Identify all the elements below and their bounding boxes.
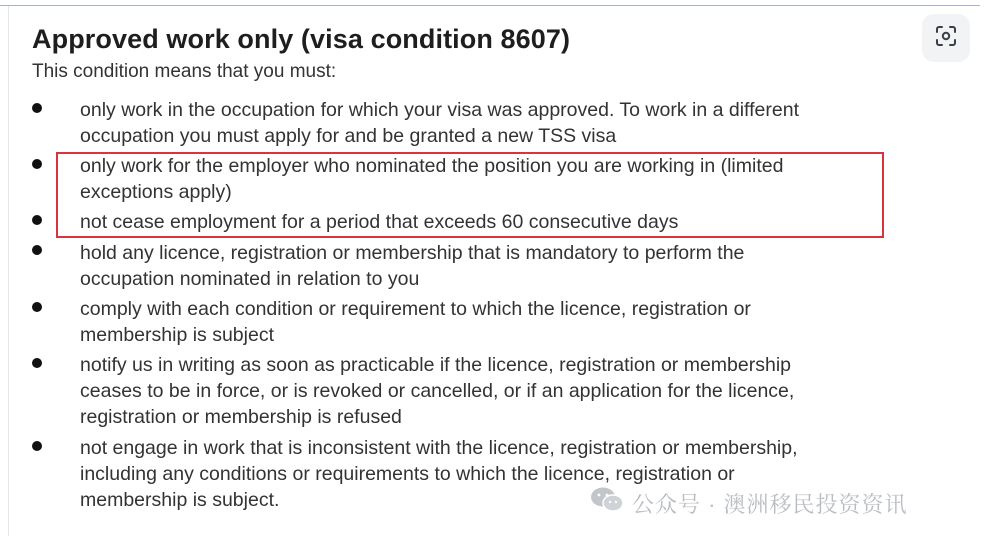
condition-line: ceases to be in force, or is revoked or cancelled, or if an application for the licence,: [80, 380, 795, 402]
document-intro: This condition means that you must:: [32, 61, 337, 82]
document-title: Approved work only (visa condition 8607): [32, 24, 571, 54]
condition-line: hold any licence, registration or membership that is mandatory to perform the: [80, 242, 745, 264]
bullet-icon: [32, 302, 42, 312]
condition-line: only work for the employer who nominated the position you are working in (limited: [80, 155, 784, 177]
condition-item: [80, 352, 910, 430]
condition-item: [80, 296, 910, 348]
watermark-text: 公众号 · 澳洲移民投资资讯: [632, 491, 908, 517]
bullet-icon: [32, 441, 42, 451]
condition-line: occupation you must apply for and be granted a new TSS visa: [80, 125, 617, 147]
condition-line: notify us in writing as soon as practicable if the licence, registration or membership: [80, 354, 791, 376]
condition-line: comply with each condition or requirement to which the licence, registration or: [80, 298, 751, 320]
condition-line: registration or membership is refused: [80, 406, 402, 428]
condition-item: [80, 240, 910, 292]
bullet-icon: [32, 159, 42, 169]
condition-line: only work in the occupation for which your visa was approved. To work in a different: [80, 99, 799, 121]
bullet-icon: [32, 215, 42, 225]
bullet-icon: [32, 245, 42, 255]
condition-line: occupation nominated in relation to you: [80, 268, 420, 290]
condition-item: [80, 97, 910, 149]
highlight-box: [56, 152, 884, 238]
watermark: [590, 486, 908, 520]
condition-line: membership is subject: [80, 324, 274, 346]
condition-line: exceptions apply): [80, 181, 232, 203]
image-scan-icon: [934, 24, 958, 53]
condition-line: including any conditions or requirements to which the licence, registration or: [80, 463, 735, 485]
bullet-icon: [32, 103, 42, 113]
condition-line: membership is subject.: [80, 489, 280, 511]
wechat-icon: [590, 486, 624, 520]
image-scan-button[interactable]: [922, 14, 970, 62]
condition-line: not engage in work that is inconsistent with the licence, registration or membership,: [80, 437, 798, 459]
bullet-icon: [32, 358, 42, 368]
condition-line: not cease employment for a period that exceeds 60 consecutive days: [80, 211, 679, 233]
